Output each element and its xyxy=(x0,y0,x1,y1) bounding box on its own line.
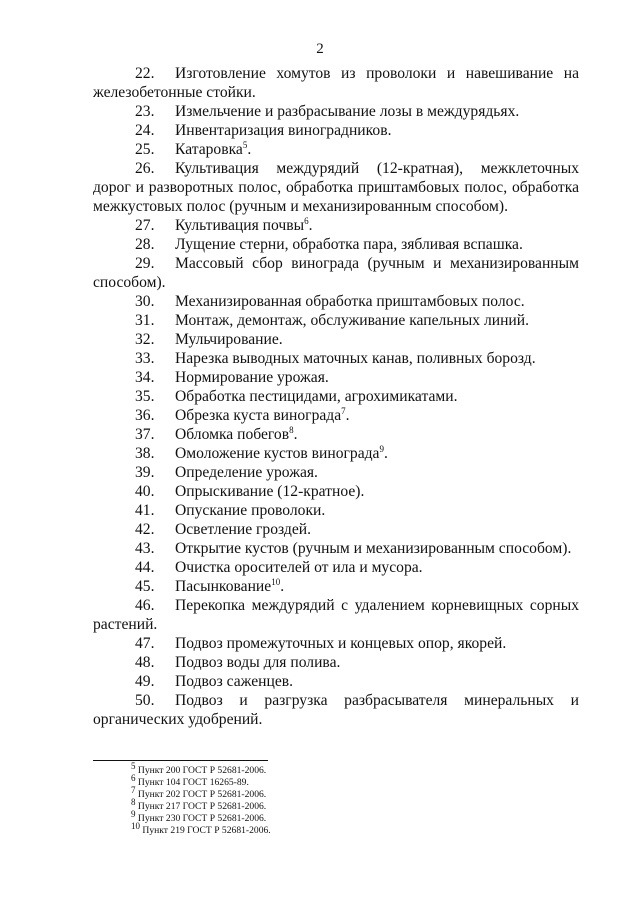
list-item xyxy=(93,463,579,482)
list-item xyxy=(93,653,579,672)
list-item xyxy=(93,311,579,330)
item-number: 47. xyxy=(135,635,155,652)
item-text: Очистка оросителей от ила и мусора. xyxy=(175,559,423,576)
footnote xyxy=(93,808,579,825)
list-item xyxy=(93,425,579,444)
item-text-end: . xyxy=(345,407,350,424)
item-text: Подвоз воды для полива. xyxy=(175,654,341,671)
footnote-marker: 5 xyxy=(131,760,136,771)
item-number: 38. xyxy=(135,445,155,462)
item-text: Инвентаризация виноградников. xyxy=(175,122,392,139)
footnote-separator xyxy=(93,760,268,761)
list-item xyxy=(93,140,579,159)
item-number: 22. xyxy=(135,65,155,82)
list-item xyxy=(93,634,579,653)
item-text-end: . xyxy=(383,445,388,462)
item-number: 30. xyxy=(135,293,155,310)
item-number: 48. xyxy=(135,654,155,671)
item-text-end: . xyxy=(308,217,313,234)
item-number: 24. xyxy=(135,122,155,139)
item-number: 32. xyxy=(135,331,155,348)
item-text: Измельчение и разбрасывание лозы в междурядьях. xyxy=(175,103,520,120)
item-number: 25. xyxy=(135,141,155,158)
list-item xyxy=(93,121,579,140)
page-number: 2 xyxy=(316,41,324,57)
item-text: Осветление гроздей. xyxy=(175,521,311,538)
item-number: 23. xyxy=(135,103,155,120)
list-item xyxy=(93,292,579,311)
item-text: Катаровка xyxy=(175,141,243,158)
list-item xyxy=(93,482,579,501)
footnote-text: Пункт 202 ГОСТ Р 52681-2006. xyxy=(137,789,267,800)
footnote-ref: 5 xyxy=(242,139,248,150)
footnote xyxy=(93,760,579,777)
item-text: Массовый сбор винограда (ручным и механизированным способом). xyxy=(93,255,579,291)
item-number: 35. xyxy=(135,388,155,405)
item-number: 28. xyxy=(135,236,155,253)
item-text: Открытие кустов (ручным и механизированным способом). xyxy=(175,540,572,557)
numbered-list xyxy=(93,64,579,729)
footnote xyxy=(93,784,579,801)
list-item xyxy=(93,387,579,406)
item-text: Перекопка междурядий с удалением корневищных сорных растений. xyxy=(93,597,579,633)
item-text: Культивация почвы xyxy=(175,217,305,234)
item-text: Опрыскивание (12-кратное). xyxy=(175,483,365,500)
item-number: 43. xyxy=(135,540,155,557)
item-number: 41. xyxy=(135,502,155,519)
item-number: 44. xyxy=(135,559,155,576)
footnote-ref: 6 xyxy=(304,215,309,226)
item-text: Подвоз промежуточных и концевых опор, якорей. xyxy=(175,635,507,652)
item-number: 37. xyxy=(135,426,155,443)
item-text: Мульчирование. xyxy=(175,331,283,348)
footnote-ref: 10 xyxy=(271,576,281,587)
item-text: Культивация междурядий (12-кратная), межклеточных дорог и разворотных полос, обработка приштамбовых полос, обработка межкустовых полос (ручным и механизированным способом). xyxy=(93,160,579,215)
item-text: Обработка пестицидами, агрохимикатами. xyxy=(175,388,458,405)
footnote xyxy=(93,820,579,837)
footnote-text: Пункт 217 ГОСТ Р 52681-2006. xyxy=(137,801,267,812)
footnote-marker: 10 xyxy=(131,820,140,831)
item-number: 49. xyxy=(135,673,155,690)
footnote-ref: 9 xyxy=(379,443,384,454)
footnote-marker: 9 xyxy=(131,808,136,819)
list-item xyxy=(93,558,579,577)
list-item xyxy=(93,159,579,216)
list-item xyxy=(93,102,579,121)
item-text: Нормирование урожая. xyxy=(175,369,329,386)
list-item xyxy=(93,691,579,729)
item-text: Механизированная обработка приштамбовых полос. xyxy=(175,293,525,310)
footnotes xyxy=(93,760,579,837)
list-item xyxy=(93,64,579,102)
footnote-text: Пункт 200 ГОСТ Р 52681-2006. xyxy=(137,765,267,776)
footnote-text: Пункт 104 ГОСТ 16265-89. xyxy=(137,777,249,788)
item-text: Определение урожая. xyxy=(175,464,318,481)
list-item xyxy=(93,406,579,425)
item-number: 39. xyxy=(135,464,155,481)
item-number: 34. xyxy=(135,369,155,386)
item-number: 29. xyxy=(135,255,155,272)
list-item xyxy=(93,577,579,596)
item-text: Подвоз и разгрузка разбрасывателя минеральных и органических удобрений. xyxy=(93,692,579,728)
footnote-ref: 8 xyxy=(289,424,294,435)
item-number: 40. xyxy=(135,483,155,500)
item-number: 31. xyxy=(135,312,155,329)
footnote xyxy=(93,772,579,789)
item-number: 27. xyxy=(135,217,155,234)
list-item xyxy=(93,330,579,349)
item-text: Изготовление хомутов из проволоки и навешивание на железобетонные стойки. xyxy=(93,65,579,101)
footnote xyxy=(93,796,579,813)
item-text: Омоложение кустов винограда xyxy=(175,445,380,462)
list-item xyxy=(93,254,579,292)
list-item xyxy=(93,596,579,634)
item-number: 26. xyxy=(135,160,155,177)
footnote-text: Пункт 219 ГОСТ Р 52681-2006. xyxy=(142,825,271,836)
item-number: 50. xyxy=(135,692,155,709)
item-text-end: . xyxy=(293,426,298,443)
list-item xyxy=(93,520,579,539)
item-text: Монтаж, демонтаж, обслуживание капельных линий. xyxy=(175,312,530,329)
item-text: Пасынкование xyxy=(175,578,272,595)
item-number: 36. xyxy=(135,407,155,424)
item-text: Обломка побегов xyxy=(175,426,290,443)
item-text: Лущение стерни, обработка пара, зябливая вспашка. xyxy=(175,236,523,253)
item-text-end: . xyxy=(280,578,285,595)
list-item xyxy=(93,501,579,520)
item-number: 45. xyxy=(135,578,155,595)
footnote-text: Пункт 230 ГОСТ Р 52681-2006. xyxy=(137,813,267,824)
item-text: Обрезка куста винограда xyxy=(175,407,342,424)
item-number: 33. xyxy=(135,350,155,367)
item-text: Подвоз саженцев. xyxy=(175,673,294,690)
item-text: Нарезка выводных маточных канав, поливных борозд. xyxy=(175,350,536,367)
list-item xyxy=(93,672,579,691)
list-item xyxy=(93,539,579,558)
item-number: 42. xyxy=(135,521,155,538)
list-item xyxy=(93,368,579,387)
footnote-marker: 6 xyxy=(131,772,136,783)
list-item xyxy=(93,444,579,463)
footnote-marker: 8 xyxy=(131,796,136,807)
item-text: Опускание проволоки. xyxy=(175,502,326,519)
footnote-marker: 7 xyxy=(131,784,136,795)
item-number: 46. xyxy=(135,597,155,614)
item-text-end: . xyxy=(247,141,252,158)
list-item xyxy=(93,216,579,235)
list-item xyxy=(93,235,579,254)
footnote-ref: 7 xyxy=(341,405,346,416)
list-item xyxy=(93,349,579,368)
